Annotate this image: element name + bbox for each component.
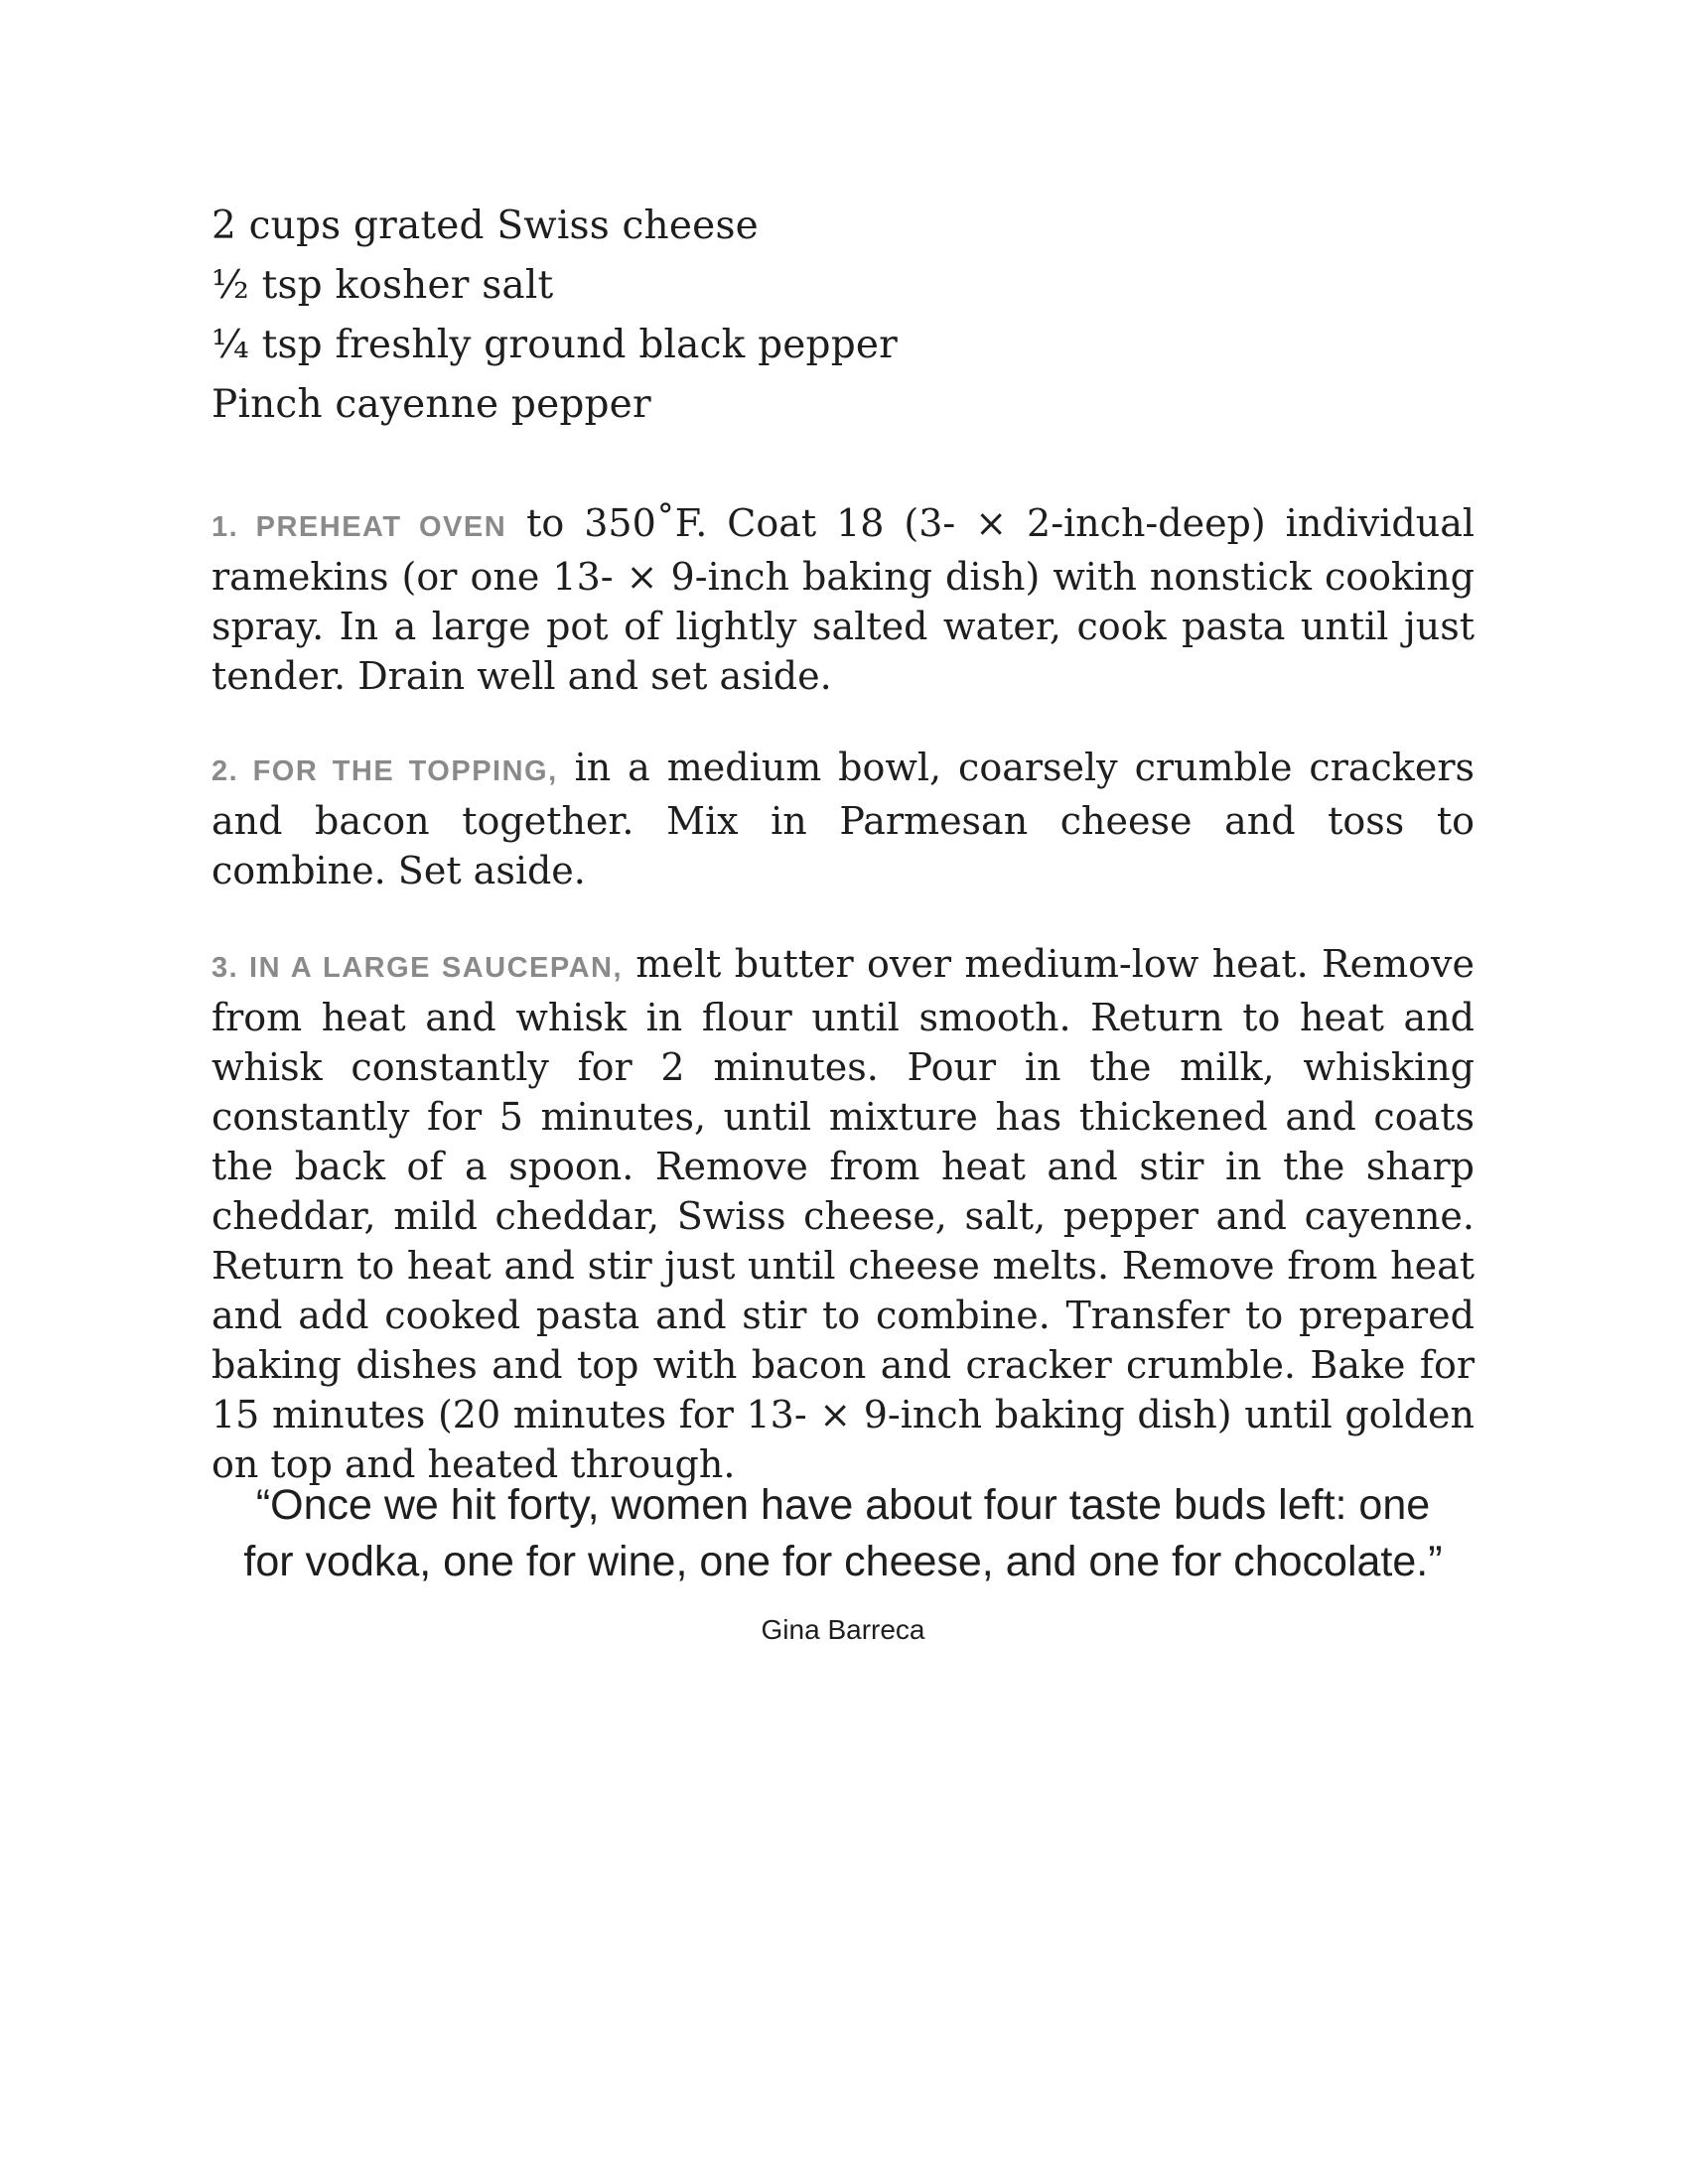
instruction-step-3 [211, 939, 1475, 1489]
ingredient-list [211, 197, 1475, 435]
ingredient-item: ½ tsp kosher salt [211, 263, 554, 308]
instruction-step-1 [211, 498, 1475, 701]
instruction-step-2 [211, 743, 1475, 895]
ingredient-item: 2 cups grated Swiss cheese [211, 204, 759, 248]
recipe-page [211, 197, 1475, 1489]
quote-block [211, 1477, 1475, 1648]
step-text: melt butter over medium-low heat. Remove from heat and whisk in flour until smooth. Return to heat and whisk constantly for 2 minutes. Pour in the milk, whisking constantly for 5 minutes, until mixture has thickened and coats the back of a spoon. Remove from heat and stir in the sharp cheddar, mild cheddar, Swiss cheese, salt, pepper and cayenne. Return to heat and stir just until cheese melts. Remove from heat and add cooked pasta and stir to combine. Transfer to prepared baking dishes and top with bacon and cracker crumble. Bake for 15 minutes (20 minutes for 13- × 9-inch baking dish) until golden on top and heated through. [211, 942, 1475, 1486]
step-lead: 2. FOR THE TOPPING, [211, 755, 558, 787]
step-text: in a medium bowl, coarsely crumble crackers and bacon together. Mix in Parmesan cheese and toss to combine. Set aside. [211, 746, 1475, 892]
ingredient-item: Pinch cayenne pepper [211, 382, 651, 427]
step-lead: 3. IN A LARGE SAUCEPAN, [211, 952, 624, 984]
ingredient-item: ¼ tsp freshly ground black pepper [211, 323, 898, 367]
step-lead: 1. PREHEAT OVEN [211, 511, 507, 543]
step-text: to 350˚F. Coat 18 (3- × 2-inch-deep) individual ramekins (or one 13- × 9-inch baking dish) with nonstick cooking spray. In a large pot of lightly salted water, cook pasta until just tender. Drain well and set aside. [211, 501, 1475, 698]
quote-text: “Once we hit forty, women have about four taste buds left: one for vodka, one for wine, one for cheese, and one for chocolate.” [243, 1481, 1443, 1585]
quote-author: Gina Barreca [761, 1614, 925, 1645]
